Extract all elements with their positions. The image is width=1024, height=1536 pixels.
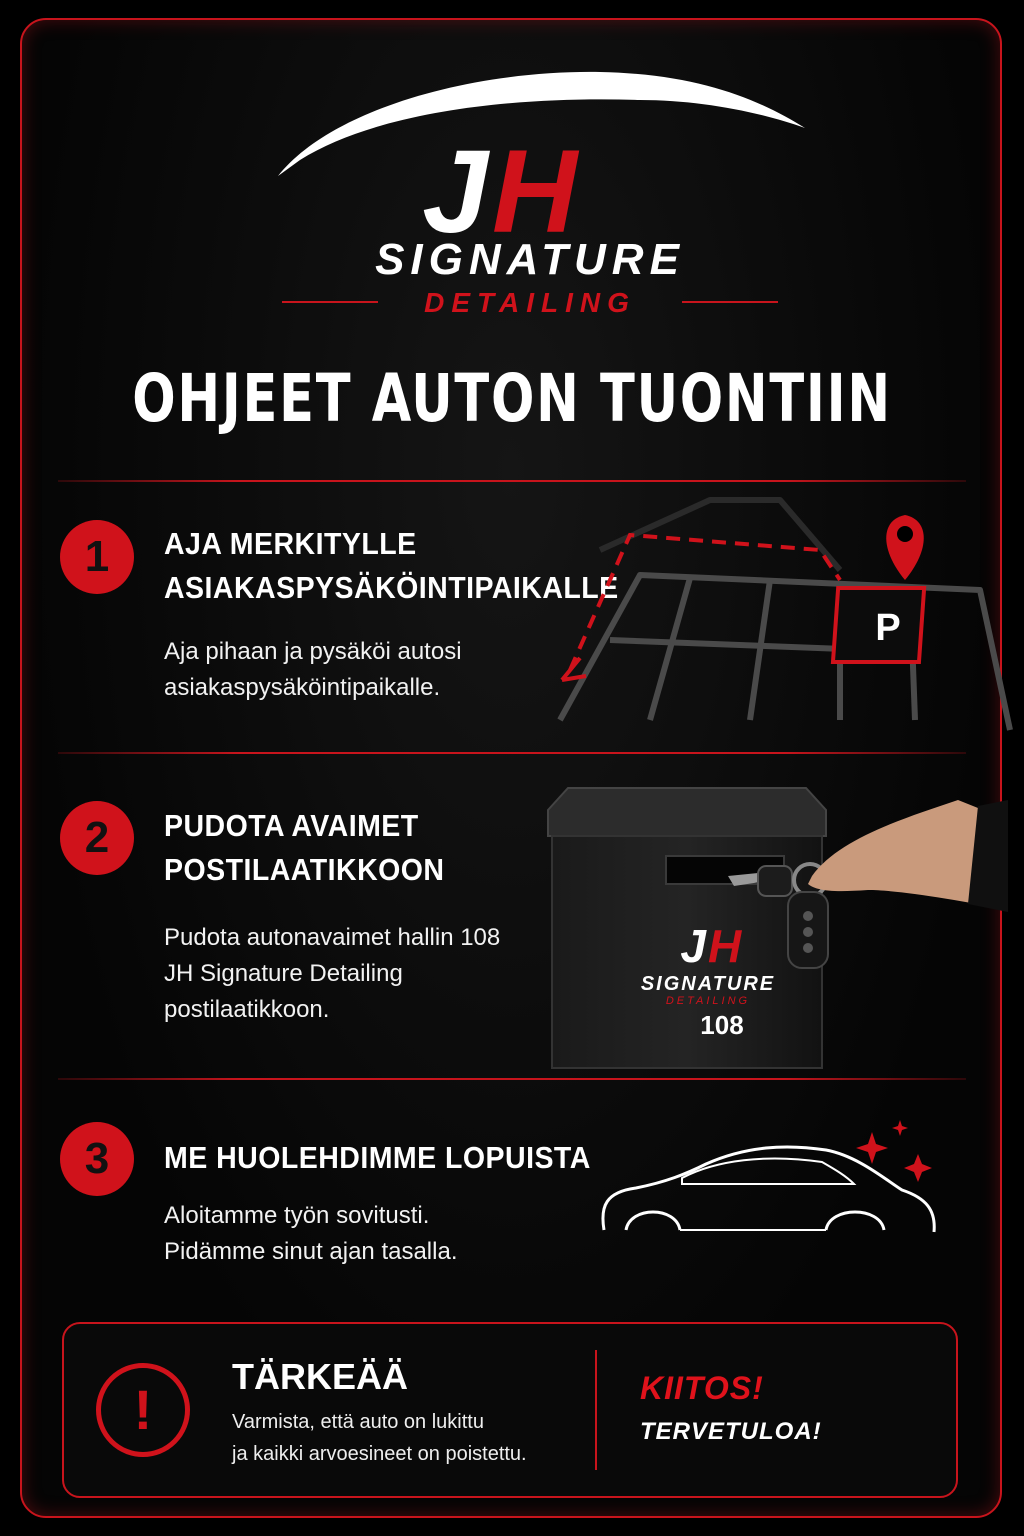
mailbox-logo-j: J [680, 920, 706, 972]
location-pin-icon [886, 515, 924, 580]
step-2-heading: PUDOTA AVAIMET POSTILAATIKKOON [164, 808, 445, 887]
divider-top [58, 480, 966, 482]
sparkle-icon [856, 1132, 888, 1164]
exclamation-icon: ! [96, 1363, 190, 1457]
sparkle-icon [904, 1154, 932, 1182]
step-1-heading: AJA MERKITYLLE ASIAKASPYSÄKÖINTIPAIKALLE [164, 526, 619, 605]
mailbox-keys-icon [538, 780, 1008, 1070]
logo-sub: DETAILING [424, 287, 636, 318]
step-3-heading: ME HUOLEHDIMME LOPUISTA [164, 1140, 591, 1175]
logo-letter-j: J [422, 126, 488, 258]
parking-label: P [875, 607, 901, 649]
mailbox-logo-h: H [708, 920, 742, 972]
logo-letter-h: H [492, 126, 578, 258]
notice-heading: TÄRKEÄÄ [232, 1356, 408, 1397]
parking-map-icon [540, 490, 1000, 730]
sparkle-icon [892, 1120, 908, 1136]
step-2-text: Pudota autonavaimet hallin 108 JH Signature Detailing postilaatikkoon. [164, 924, 501, 1023]
thanks-text: KIITOS! [640, 1370, 764, 1406]
mailbox-wordmark: SIGNATURE [640, 973, 776, 995]
notice-text: Varmista, että auto on lukittu ja kaikki arvoesineet on poistettu. [232, 1411, 527, 1465]
car-sparkle-icon [596, 1110, 956, 1260]
step-3-text: Aloitamme työn sovitusti. Pidämme sinut ajan tasalla. [164, 1202, 458, 1265]
divider-2 [58, 1078, 966, 1080]
step-1-text: Aja pihaan ja pysäköi autosi asiakaspysäköintipaikalle. [164, 638, 462, 701]
page-title: OHJEET AUTON TUONTIIN [132, 360, 892, 437]
step-1-number: 1 [60, 520, 134, 594]
step-3-number: 3 [60, 1122, 134, 1196]
divider-1 [58, 752, 966, 754]
logo-wordmark: SIGNATURE [375, 235, 685, 284]
step-2-number: 2 [60, 801, 134, 875]
welcome-text: TERVETULOA! [640, 1418, 822, 1445]
notice-separator [595, 1350, 597, 1470]
mailbox-number: 108 [700, 1010, 744, 1040]
mailbox-sub: DETAILING [665, 995, 751, 1007]
brand-logo [0, 60, 1024, 330]
